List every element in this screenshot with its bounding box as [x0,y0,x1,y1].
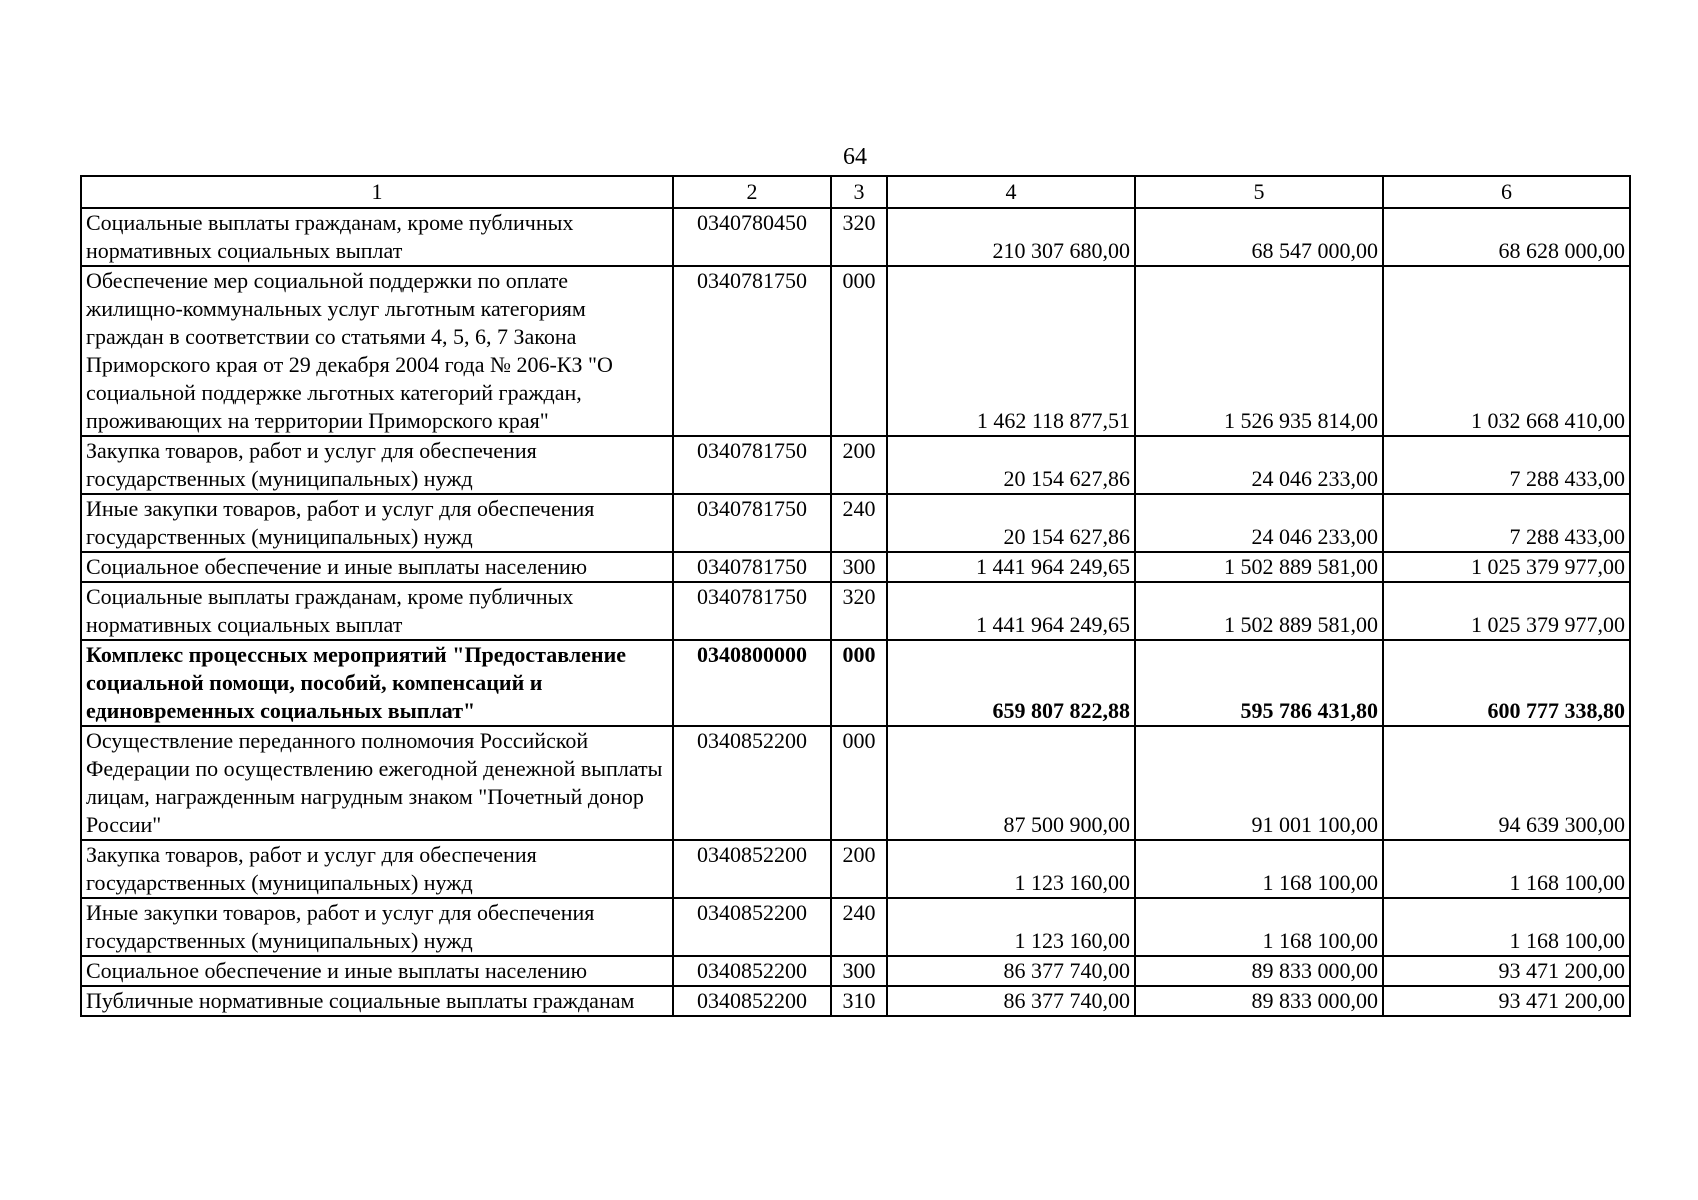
row-amount-2: 24 046 233,00 [1135,436,1383,494]
row-name: Обеспечение мер социальной поддержки по оплате жилищно-коммунальных услуг льготным категориям граждан в соответствии со статьями 4, 5, 6, 7 Закона Приморского края от 29 декабря 2004 года № 206-КЗ "О социальной поддержке льготных категорий граждан, проживающих на территории Приморского края" [81,266,673,436]
row-expense-type: 200 [831,436,887,494]
row-target-code: 0340800000 [673,640,831,726]
row-amount-1: 1 462 118 877,51 [887,266,1135,436]
row-expense-type: 300 [831,956,887,986]
row-amount-2: 89 833 000,00 [1135,956,1383,986]
row-amount-3: 7 288 433,00 [1383,494,1630,552]
row-name: Закупка товаров, работ и услуг для обеспечения государственных (муниципальных) нужд [81,436,673,494]
row-target-code: 0340852200 [673,956,831,986]
row-amount-1: 1 123 160,00 [887,898,1135,956]
row-target-code: 0340781750 [673,552,831,582]
row-amount-2: 91 001 100,00 [1135,726,1383,840]
row-amount-1: 659 807 822,88 [887,640,1135,726]
table-row [81,986,1630,1016]
table-header [81,176,1630,208]
table-row [81,726,1630,840]
row-amount-2: 68 547 000,00 [1135,208,1383,266]
row-name: Социальные выплаты гражданам, кроме публичных нормативных социальных выплат [81,208,673,266]
row-amount-2: 1 526 935 814,00 [1135,266,1383,436]
table-row [81,494,1630,552]
table-body [81,208,1630,1016]
row-amount-3: 1 032 668 410,00 [1383,266,1630,436]
row-expense-type: 320 [831,208,887,266]
row-target-code: 0340781750 [673,266,831,436]
row-amount-1: 20 154 627,86 [887,436,1135,494]
row-name: Социальное обеспечение и иные выплаты населению [81,552,673,582]
row-target-code: 0340781750 [673,582,831,640]
row-amount-1: 210 307 680,00 [887,208,1135,266]
row-amount-2: 24 046 233,00 [1135,494,1383,552]
row-expense-type: 300 [831,552,887,582]
row-target-code: 0340852200 [673,840,831,898]
column-header-amount-1: 4 [887,176,1135,208]
row-amount-1: 86 377 740,00 [887,986,1135,1016]
row-amount-1: 1 441 964 249,65 [887,582,1135,640]
page-number: 64 [843,144,867,170]
row-expense-type: 310 [831,986,887,1016]
row-amount-3: 1 168 100,00 [1383,840,1630,898]
row-expense-type: 200 [831,840,887,898]
row-amount-3: 600 777 338,80 [1383,640,1630,726]
row-target-code: 0340852200 [673,898,831,956]
row-amount-1: 87 500 900,00 [887,726,1135,840]
row-amount-3: 94 639 300,00 [1383,726,1630,840]
table-row [81,956,1630,986]
table-row [81,898,1630,956]
row-amount-2: 1 502 889 581,00 [1135,552,1383,582]
table-row [81,208,1630,266]
row-expense-type: 000 [831,640,887,726]
row-amount-3: 1 168 100,00 [1383,898,1630,956]
row-amount-1: 86 377 740,00 [887,956,1135,986]
row-target-code: 0340781750 [673,494,831,552]
row-expense-type: 240 [831,494,887,552]
header-row [81,176,1630,208]
row-expense-type: 000 [831,266,887,436]
row-name: Социальное обеспечение и иные выплаты населению [81,956,673,986]
column-header-type: 3 [831,176,887,208]
row-expense-type: 240 [831,898,887,956]
table-row [81,840,1630,898]
row-name: Иные закупки товаров, работ и услуг для обеспечения государственных (муниципальных) нужд [81,494,673,552]
row-target-code: 0340780450 [673,208,831,266]
row-amount-3: 1 025 379 977,00 [1383,552,1630,582]
row-name: Публичные нормативные социальные выплаты гражданам [81,986,673,1016]
row-amount-2: 89 833 000,00 [1135,986,1383,1016]
table-row [81,582,1630,640]
row-amount-3: 1 025 379 977,00 [1383,582,1630,640]
column-header-name: 1 [81,176,673,208]
table-row [81,640,1630,726]
row-amount-3: 93 471 200,00 [1383,986,1630,1016]
row-amount-3: 68 628 000,00 [1383,208,1630,266]
row-amount-2: 595 786 431,80 [1135,640,1383,726]
row-amount-1: 1 123 160,00 [887,840,1135,898]
row-amount-2: 1 502 889 581,00 [1135,582,1383,640]
row-amount-2: 1 168 100,00 [1135,898,1383,956]
row-expense-type: 320 [831,582,887,640]
row-amount-3: 7 288 433,00 [1383,436,1630,494]
table-row [81,436,1630,494]
column-header-amount-2: 5 [1135,176,1383,208]
row-amount-3: 93 471 200,00 [1383,956,1630,986]
row-target-code: 0340852200 [673,986,831,1016]
row-amount-1: 20 154 627,86 [887,494,1135,552]
row-name: Комплекс процессных мероприятий "Предоставление социальной помощи, пособий, компенсаций и единовременных социальных выплат" [81,640,673,726]
row-amount-2: 1 168 100,00 [1135,840,1383,898]
row-target-code: 0340781750 [673,436,831,494]
row-name: Социальные выплаты гражданам, кроме публичных нормативных социальных выплат [81,582,673,640]
row-expense-type: 000 [831,726,887,840]
row-name: Закупка товаров, работ и услуг для обеспечения государственных (муниципальных) нужд [81,840,673,898]
table-row [81,266,1630,436]
budget-table [80,175,1631,1017]
table-row [81,552,1630,582]
row-name: Осуществление переданного полномочия Российской Федерации по осуществлению ежегодной денежной выплаты лицам, награжденным нагрудным знаком "Почетный донор России" [81,726,673,840]
row-amount-1: 1 441 964 249,65 [887,552,1135,582]
row-target-code: 0340852200 [673,726,831,840]
column-header-amount-3: 6 [1383,176,1630,208]
column-header-code: 2 [673,176,831,208]
row-name: Иные закупки товаров, работ и услуг для обеспечения государственных (муниципальных) нужд [81,898,673,956]
